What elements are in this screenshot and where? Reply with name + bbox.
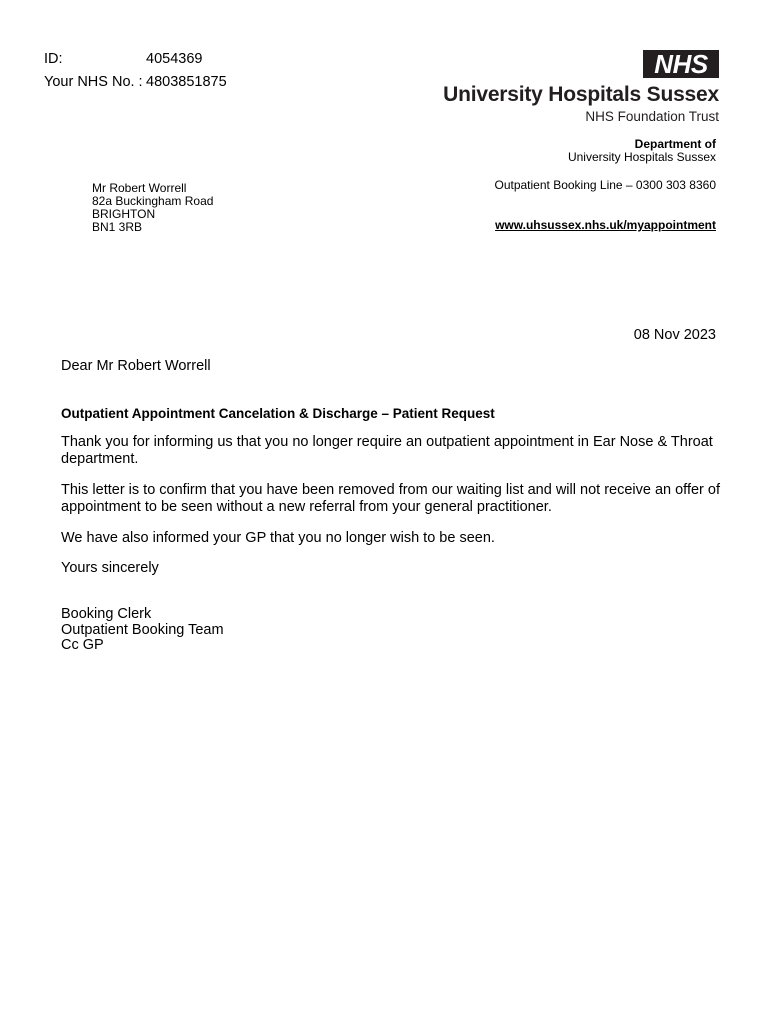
paragraph: We have also informed your GP that you no longer wish to be seen. bbox=[61, 530, 495, 546]
letter-date: 08 Nov 2023 bbox=[633, 327, 716, 343]
signature-team: Outpatient Booking Team bbox=[61, 622, 224, 638]
signature-cc: Cc GP bbox=[61, 637, 104, 653]
recipient-town: BRIGHTON bbox=[92, 207, 156, 221]
patient-id-value: 4054369 bbox=[146, 51, 203, 67]
paragraph: This letter is to confirm that you have been removed from our waiting list and will not receive an offer of appointment to be seen without a new referral from your general practitioner. bbox=[61, 482, 720, 515]
recipient-postcode: BN1 3RB bbox=[92, 220, 143, 234]
recipient-name: Mr Robert Worrell bbox=[92, 181, 187, 195]
department-title: Department of bbox=[634, 137, 716, 151]
signature-role: Booking Clerk bbox=[61, 606, 152, 622]
paragraph: Thank you for informing us that you no longer require an outpatient appointment in Ear Nose & Throat department. bbox=[61, 434, 713, 467]
nhs-number-value: 4803851875 bbox=[146, 74, 227, 90]
appointment-website-link[interactable]: www.uhsussex.nhs.uk/myappointment bbox=[495, 218, 716, 232]
booking-line: Outpatient Booking Line – 0300 303 8360 bbox=[494, 178, 716, 192]
closing: Yours sincerely bbox=[61, 560, 159, 576]
trust-name: University Hospitals Sussex bbox=[443, 83, 719, 106]
recipient-street: 82a Buckingham Road bbox=[92, 194, 214, 208]
recipient-address bbox=[92, 182, 213, 234]
department-name: University Hospitals Sussex bbox=[567, 150, 716, 164]
letter-subject: Outpatient Appointment Cancelation & Discharge – Patient Request bbox=[61, 406, 495, 421]
nhs-number-label: Your NHS No. : bbox=[44, 74, 143, 90]
trust-subtitle: NHS Foundation Trust bbox=[585, 109, 719, 124]
patient-id-label: ID: bbox=[44, 51, 63, 67]
nhs-logo: NHS bbox=[643, 50, 719, 78]
salutation: Dear Mr Robert Worrell bbox=[61, 358, 211, 374]
